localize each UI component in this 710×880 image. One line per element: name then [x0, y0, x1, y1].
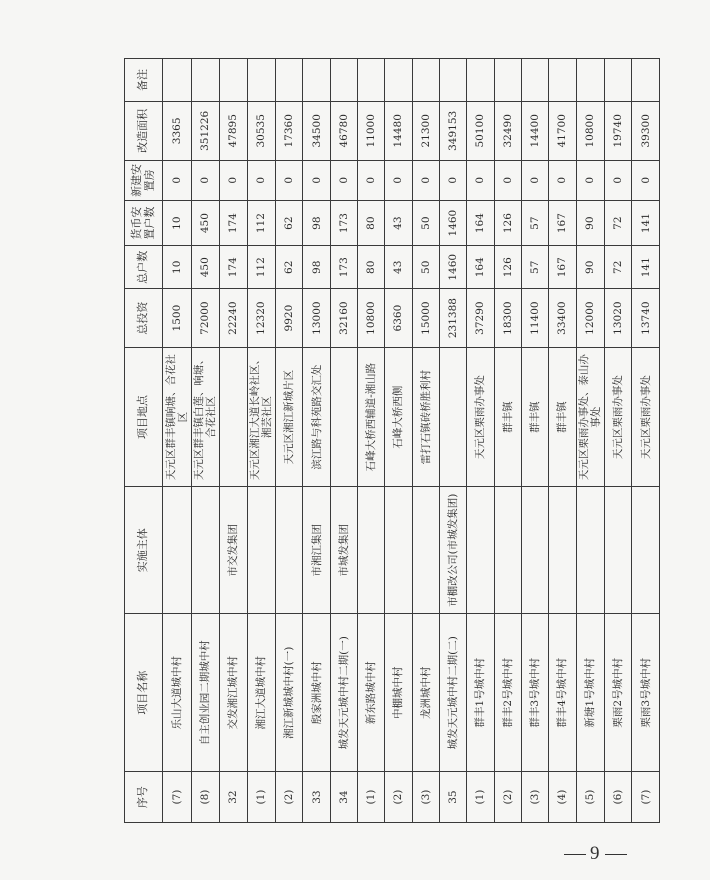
table-cell: (3): [521, 772, 548, 823]
table-cell: 50100: [467, 101, 494, 160]
table-cell: 57: [521, 200, 548, 245]
table-cell: 0: [276, 160, 303, 200]
table-cell: 0: [303, 160, 330, 200]
table-cell: 1460: [439, 200, 466, 245]
table-cell: 0: [521, 160, 548, 200]
table-cell: 0: [385, 160, 412, 200]
table-cell: 市城发集团: [330, 487, 357, 614]
table-cell: 126: [494, 200, 521, 245]
table-cell: 11000: [358, 101, 385, 160]
table-row: [303, 59, 330, 823]
table-row: [549, 59, 576, 823]
table-cell: 112: [247, 246, 276, 289]
table-cell: 群丰镇: [494, 348, 521, 487]
table-cell: [632, 487, 660, 614]
column-header: 总投资: [125, 289, 163, 348]
table-cell: 10800: [576, 101, 605, 160]
table-cell: 城发天元城中村二期(一): [330, 614, 357, 772]
table-cell: [467, 487, 494, 614]
table-cell: 10800: [358, 289, 385, 348]
table-cell: [494, 487, 521, 614]
table-row: [576, 59, 605, 823]
table-cell: 141: [632, 200, 660, 245]
table-row: [330, 59, 357, 823]
table-row: [163, 59, 192, 823]
table-cell: [412, 59, 439, 102]
column-header: 总户数: [125, 246, 163, 289]
table-cell: 群丰镇: [549, 348, 576, 487]
table-cell: 39300: [632, 101, 660, 160]
table-cell: 群丰3号城中村: [521, 614, 548, 772]
table-cell: 6360: [385, 289, 412, 348]
table-body: [163, 59, 660, 823]
table-row: [276, 59, 303, 823]
table-cell: 21300: [412, 101, 439, 160]
table-cell: 0: [605, 160, 632, 200]
table-cell: 349153: [439, 101, 466, 160]
table-cell: 湘江大道城中村: [247, 614, 276, 772]
table-cell: 231388: [439, 289, 466, 348]
table-cell: 13740: [632, 289, 660, 348]
column-header: 货币安置户数: [125, 200, 163, 245]
table-cell: 群丰4号城中村: [549, 614, 576, 772]
table-cell: 石峰大桥西侧: [385, 348, 412, 487]
table-cell: [412, 487, 439, 614]
table-cell: [247, 487, 276, 614]
page-number: [560, 843, 631, 865]
table-cell: 112: [247, 200, 276, 245]
table-cell: 交发湘江城中村: [220, 614, 247, 772]
table-cell: 57: [521, 246, 548, 289]
table-cell: [467, 59, 494, 102]
table-cell: [576, 59, 605, 102]
table-cell: [439, 59, 466, 102]
table-cell: (2): [385, 772, 412, 823]
table-cell: (1): [247, 772, 276, 823]
table-cell: 33: [303, 772, 330, 823]
table-cell: 43: [385, 246, 412, 289]
table-row: [494, 59, 521, 823]
table-cell: 3365: [163, 101, 192, 160]
table-cell: 栗雨3号城中村: [632, 614, 660, 772]
table-row: [521, 59, 548, 823]
table-cell: 14480: [385, 101, 412, 160]
table-cell: 12000: [576, 289, 605, 348]
table-cell: 13000: [303, 289, 330, 348]
table-cell: 群丰镇: [521, 348, 548, 487]
table-cell: 0: [220, 160, 247, 200]
table-row: [632, 59, 660, 823]
table-cell: 80: [358, 200, 385, 245]
page-dash-left: [564, 854, 586, 855]
table-cell: 0: [494, 160, 521, 200]
table-cell: 98: [303, 246, 330, 289]
table-cell: 0: [439, 160, 466, 200]
table-cell: 天元区湘江大道长岭社区、湘芸社区: [247, 348, 276, 487]
table-cell: (4): [549, 772, 576, 823]
table-cell: (1): [467, 772, 494, 823]
table-cell: 市交发集团: [220, 487, 247, 614]
table-cell: 18300: [494, 289, 521, 348]
table-cell: 1500: [163, 289, 192, 348]
table-cell: [605, 59, 632, 102]
table-cell: 141: [632, 246, 660, 289]
table-cell: 30535: [247, 101, 276, 160]
page-number-value: 9: [590, 843, 601, 864]
table-cell: 34: [330, 772, 357, 823]
table-cell: 37290: [467, 289, 494, 348]
table-cell: 174: [220, 246, 247, 289]
table-cell: 雷打石镇砖桥胜利村: [412, 348, 439, 487]
table-row: [358, 59, 385, 823]
table-cell: 13020: [605, 289, 632, 348]
table-cell: [605, 487, 632, 614]
table-cell: 174: [220, 200, 247, 245]
table-cell: (3): [412, 772, 439, 823]
table-cell: [276, 487, 303, 614]
table-cell: 22240: [220, 289, 247, 348]
table-row: [439, 59, 466, 823]
table-cell: 天元区栗雨办事处: [632, 348, 660, 487]
table-cell: [439, 348, 466, 487]
table-cell: 天元区栗雨办事处: [605, 348, 632, 487]
table-cell: 群丰1号城中村: [467, 614, 494, 772]
table-cell: 天元区栗雨办事处、泰山办事处: [576, 348, 605, 487]
table-cell: 35: [439, 772, 466, 823]
table-cell: (2): [276, 772, 303, 823]
table-cell: (7): [632, 772, 660, 823]
table-header-row: [125, 59, 163, 823]
table-cell: 62: [276, 246, 303, 289]
table-cell: 47895: [220, 101, 247, 160]
table-cell: 80: [358, 246, 385, 289]
table-cell: [220, 59, 247, 102]
table-cell: [385, 487, 412, 614]
table-cell: 龙洲城中村: [412, 614, 439, 772]
table-cell: 殷家洲城中村: [303, 614, 330, 772]
table-cell: 12320: [247, 289, 276, 348]
table-cell: 天元区栗雨办事处: [467, 348, 494, 487]
table-cell: 0: [163, 160, 192, 200]
table-cell: (8): [191, 772, 220, 823]
table-cell: 41700: [549, 101, 576, 160]
table-cell: 1460: [439, 246, 466, 289]
table-cell: 天元区群丰镇白莲、响塘、合花社区: [191, 348, 220, 487]
table-cell: [303, 59, 330, 102]
table-cell: 164: [467, 246, 494, 289]
table-cell: (1): [358, 772, 385, 823]
table-cell: 栗雨2号城中村: [605, 614, 632, 772]
table-cell: [358, 59, 385, 102]
table-cell: [247, 59, 276, 102]
table-cell: 17360: [276, 101, 303, 160]
table-cell: 自主创业园二期城中村: [191, 614, 220, 772]
table-cell: 天元区湘江新城片区: [276, 348, 303, 487]
table-cell: [330, 59, 357, 102]
table-cell: 450: [191, 200, 220, 245]
table-cell: (5): [576, 772, 605, 823]
table-cell: 0: [632, 160, 660, 200]
table-cell: 90: [576, 200, 605, 245]
table-cell: 石峰大桥西辅道-湘山路: [358, 348, 385, 487]
table-rotation-frame: [124, 58, 660, 823]
table-cell: [576, 487, 605, 614]
table-cell: 湘江新城城中村(一): [276, 614, 303, 772]
table-cell: 0: [412, 160, 439, 200]
table-cell: 50: [412, 200, 439, 245]
table-cell: 62: [276, 200, 303, 245]
table-cell: 90: [576, 246, 605, 289]
table-cell: 173: [330, 246, 357, 289]
table-cell: 9920: [276, 289, 303, 348]
table-cell: 中棚城中村: [385, 614, 412, 772]
table-cell: [632, 59, 660, 102]
table-cell: 19740: [605, 101, 632, 160]
table-cell: 34500: [303, 101, 330, 160]
table-cell: [163, 487, 192, 614]
table-cell: (7): [163, 772, 192, 823]
table-cell: 126: [494, 246, 521, 289]
table-cell: 72: [605, 200, 632, 245]
table-cell: [330, 348, 357, 487]
table-cell: [191, 59, 220, 102]
column-header: 改造面积: [125, 101, 163, 160]
column-header: 实施主体: [125, 487, 163, 614]
table-row: [412, 59, 439, 823]
table-cell: [521, 487, 548, 614]
table-cell: 164: [467, 200, 494, 245]
table-cell: 32: [220, 772, 247, 823]
table-cell: 14400: [521, 101, 548, 160]
table-cell: [521, 59, 548, 102]
table-cell: 0: [358, 160, 385, 200]
table-cell: 新东路城中村: [358, 614, 385, 772]
table-cell: 市棚改公司(市城发集团): [439, 487, 466, 614]
table-cell: 滨江路与科苑路交汇处: [303, 348, 330, 487]
table-row: [605, 59, 632, 823]
table-cell: [549, 59, 576, 102]
table-cell: 乐山大道城中村: [163, 614, 192, 772]
table-row: [191, 59, 220, 823]
table-cell: 167: [549, 200, 576, 245]
table-cell: 0: [191, 160, 220, 200]
table-cell: 城发天元城中村二期(二): [439, 614, 466, 772]
table-cell: 市湘江集团: [303, 487, 330, 614]
column-header: 项目名称: [125, 614, 163, 772]
table-cell: [163, 59, 192, 102]
table-cell: 0: [549, 160, 576, 200]
column-header: 序号: [125, 772, 163, 823]
table-cell: 50: [412, 246, 439, 289]
table-cell: 0: [330, 160, 357, 200]
table-cell: [549, 487, 576, 614]
table-cell: 天元区群丰镇响塘、合花社区: [163, 348, 192, 487]
column-header: 项目地点: [125, 348, 163, 487]
table-cell: 15000: [412, 289, 439, 348]
table-cell: 32160: [330, 289, 357, 348]
table-cell: 32490: [494, 101, 521, 160]
table-cell: [191, 487, 220, 614]
table-cell: 72: [605, 246, 632, 289]
table-cell: 33400: [549, 289, 576, 348]
table-cell: (2): [494, 772, 521, 823]
table-cell: [385, 59, 412, 102]
table-row: [467, 59, 494, 823]
table-cell: 351226: [191, 101, 220, 160]
table-cell: 0: [247, 160, 276, 200]
table-cell: 新塘1号城中村: [576, 614, 605, 772]
column-header: 备注: [125, 59, 163, 102]
table-cell: 450: [191, 246, 220, 289]
page-dash-right: [605, 854, 627, 855]
table-cell: 46780: [330, 101, 357, 160]
table-cell: 群丰2号城中村: [494, 614, 521, 772]
project-table: [124, 58, 660, 823]
table-cell: 0: [467, 160, 494, 200]
table-cell: 10: [163, 246, 192, 289]
table-row: [385, 59, 412, 823]
table-cell: 11400: [521, 289, 548, 348]
column-header: 新建安置房: [125, 160, 163, 200]
table-cell: (6): [605, 772, 632, 823]
table-cell: 0: [576, 160, 605, 200]
table-cell: [494, 59, 521, 102]
table-cell: [276, 59, 303, 102]
table-row: [247, 59, 276, 823]
table-cell: 167: [549, 246, 576, 289]
table-cell: 98: [303, 200, 330, 245]
table-cell: 43: [385, 200, 412, 245]
table-cell: 173: [330, 200, 357, 245]
table-cell: 10: [163, 200, 192, 245]
table-cell: [220, 348, 247, 487]
table-cell: 72000: [191, 289, 220, 348]
table-cell: [358, 487, 385, 614]
table-row: [220, 59, 247, 823]
